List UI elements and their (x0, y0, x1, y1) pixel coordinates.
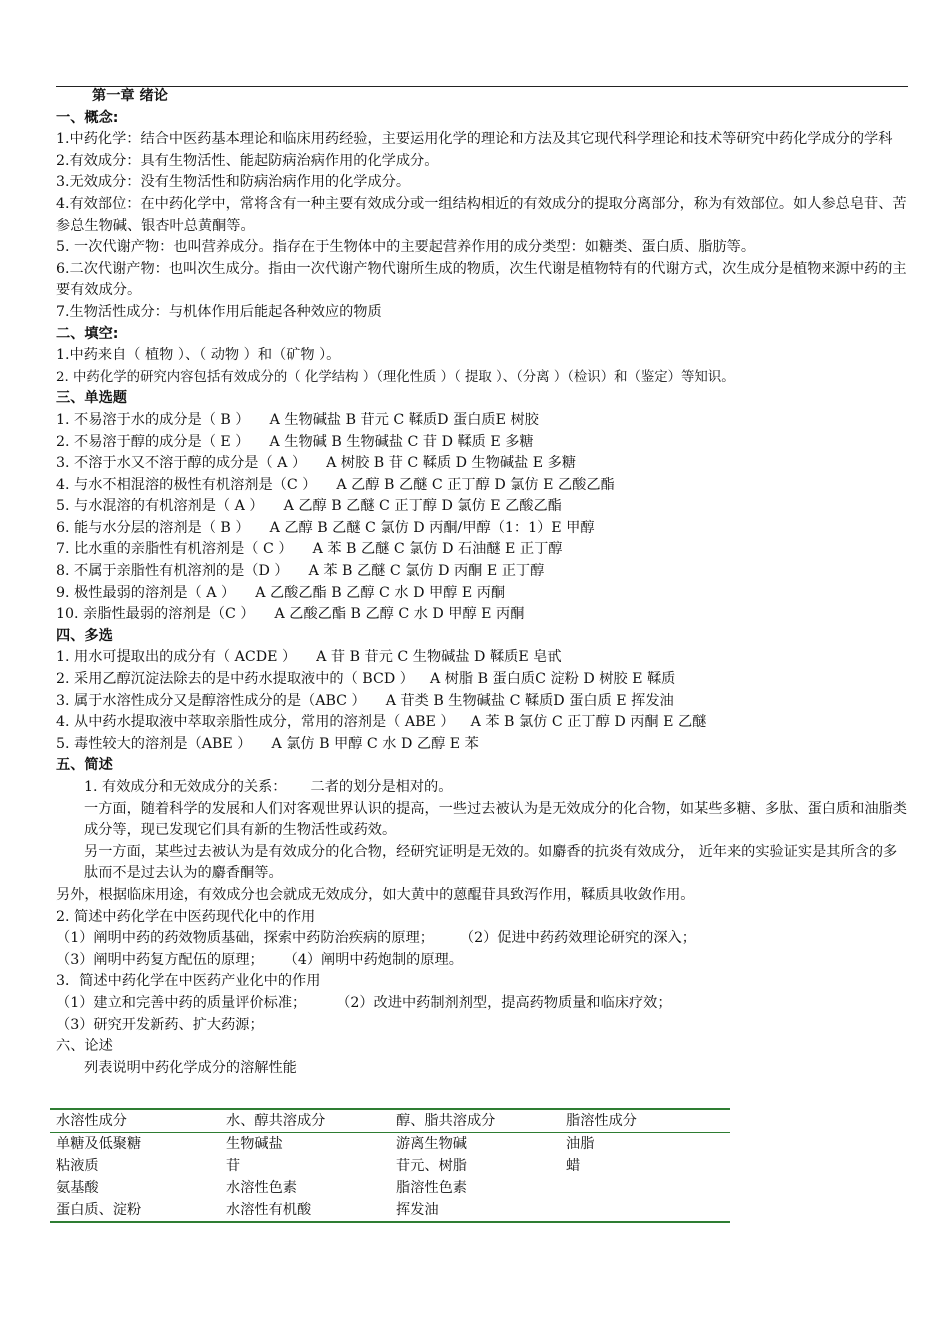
question-options: A 树胶 B 苷 C 鞣质 D 生物碱盐 E 多糖 (326, 455, 577, 472)
section-heading-concepts: 一、概念: (56, 109, 119, 126)
question-text: 2. 采用乙醇沉淀法除去的是中药水提取液中的（ BCD ） (56, 671, 414, 688)
question-text: 3. 属于水溶性成分又是醇溶性成分的是（ABC ） (56, 692, 366, 709)
table-header-cell: 水、醇共溶成分 (220, 1109, 390, 1133)
concept-item: 6.二次代谢产物：也叫次生成分。指由一次代谢产物代谢所生成的物质，次生代谢是植物特有的代谢方式，次生成分是植物来源中药的主要有效成分。 (56, 260, 907, 299)
table-cell: 粘液质 (56, 1158, 99, 1174)
brief-question-3-title: 3．简述中药化学在中医药产业化中的作用 (56, 973, 321, 990)
question-text: 4. 与水不相混溶的极性有机溶剂是（C ） (56, 476, 317, 493)
fill-item: 1.中药来自（ 植物 ）、（ 动物 ）和（矿物 ）。 (56, 347, 341, 364)
solubility-table (50, 1108, 730, 1223)
question-text: 8. 不属于亲脂性有机溶剂的是（D ） (56, 563, 289, 580)
brief-list-row (56, 950, 908, 972)
question-text: 9. 极性最弱的溶剂是（ A ） (56, 584, 236, 601)
question-text: 6. 能与水分层的溶剂是（ B ） (56, 519, 250, 536)
table-header-row (50, 1109, 730, 1133)
brief-question-title: 1. 有效成分和无效成分的关系： (84, 779, 287, 795)
table-row (50, 1177, 730, 1199)
question-row (56, 496, 908, 518)
concept-item: 5. 一次代谢产物：也叫营养成分。指存在于生物体中的主要起营养作用的成分类型：如糖类、蛋白质、脂肪等。 (56, 239, 756, 256)
brief-list-item: （2）促进中药药效理论研究的深入； (459, 930, 696, 947)
brief-question-2-title: 2. 简述中药化学在中医药现代化中的作用 (56, 908, 316, 925)
table-cell: 单糖及低聚糖 (56, 1136, 142, 1152)
brief-list-row (56, 993, 908, 1015)
concept-item: 7.生物活性成分：与机体作用后能起各种效应的物质 (56, 303, 382, 320)
brief-list-item: （1）建立和完善中药的质量评价标准； (56, 994, 307, 1011)
table-cell: 生物碱盐 (226, 1136, 283, 1152)
brief-list-item: （3）阐明中药复方配伍的原理； (56, 951, 264, 968)
question-options: A 苷类 B 生物碱盐 C 鞣质D 蛋白质 E 挥发油 (385, 692, 674, 709)
question-options: A 苯 B 乙醚 C 氯仿 D 丙酮 E 正丁醇 (308, 563, 545, 580)
question-row (56, 561, 908, 583)
brief-list-row (56, 928, 908, 950)
brief-paragraph: 另外，根据临床用途，有效成分也会就成无效成分，如大黄中的蒽醌苷具致泻作用，鞣质具收敛作用。 (56, 886, 695, 903)
brief-list-item: （2）改进中药制剂剂型，提高药物质量和临床疗效； (336, 994, 672, 1011)
question-row (56, 604, 908, 626)
question-options: A 乙醇 B 乙醚 C 氯仿 D 丙酮/甲醇（1：1）E 甲醇 (269, 519, 595, 536)
question-row (56, 410, 908, 432)
fill-item: 2. 中药化学的研究内容包括有效成分的（ 化学结构 ）（理化性质 ）（ 提取 ）、（分离 ）（检识）和（鉴定）等知识。 (56, 369, 735, 385)
table-row (50, 1133, 730, 1156)
question-text: 4. 从中药水提取液中萃取亲脂性成分，常用的溶剂是（ ABE ） (56, 714, 455, 731)
question-text: 10. 亲脂性最弱的溶剂是（C ） (56, 606, 255, 623)
table-header-cell: 醇、脂共溶成分 (390, 1109, 560, 1133)
section-heading-multi-choice: 四、多选 (56, 627, 113, 644)
document-body (56, 86, 908, 1079)
question-text: 1. 不易溶于水的成分是（ B ） (56, 411, 250, 428)
section-heading-essay: 六、论述 (56, 1038, 113, 1055)
table-row (50, 1199, 730, 1222)
single-choice-list (56, 410, 908, 626)
concept-item: 3.无效成分：没有生物活性和防病治病作用的化学成分。 (56, 174, 411, 191)
table-cell: 游离生物碱 (396, 1136, 467, 1152)
table-cell (560, 1177, 730, 1199)
table-cell (560, 1199, 730, 1222)
question-options: A 乙醇 B 乙醚 C 正丁醇 D 氯仿 E 乙酸乙酯 (283, 498, 562, 515)
question-row (56, 518, 908, 540)
question-row (56, 583, 908, 605)
question-options: A 乙酸乙酯 B 乙醇 C 水 D 甲醇 E 丙酮 (255, 584, 506, 601)
section-heading-fill: 二、填空: (56, 325, 119, 342)
table-cell: 苷 (226, 1158, 241, 1174)
brief-paragraph: 另一方面，某些过去被认为是有效成分的化合物，经研究证明是无效的。如麝香的抗炎有效成分， 近年来的实验证实是其所含的多肽而不是过去认为的麝香酮等。 (84, 843, 898, 882)
question-options: A 苷 B 苷元 C 生物碱盐 D 鞣质E 皂甙 (316, 649, 562, 666)
question-row (56, 647, 908, 669)
question-options: A 树脂 B 蛋白质C 淀粉 D 树胶 E 鞣质 (429, 671, 676, 688)
question-options: A 乙酸乙酯 B 乙醇 C 水 D 甲醇 E 丙酮 (274, 606, 525, 623)
table-cell: 水溶性有机酸 (226, 1202, 312, 1218)
section-heading-single-choice: 三、单选题 (56, 390, 127, 407)
essay-subtitle: 列表说明中药化学成分的溶解性能 (84, 1059, 297, 1076)
question-text: 1. 用水可提取出的成分有（ ACDE ） (56, 649, 297, 666)
table-header-cell: 水溶性成分 (50, 1109, 220, 1133)
question-text: 3. 不溶于水又不溶于醇的成分是（ A ） (56, 455, 307, 472)
table-cell: 脂溶性色素 (396, 1180, 467, 1196)
section-heading-brief: 五、简述 (56, 757, 113, 774)
brief-list-item: （3）研究开发新药、扩大药源； (56, 1016, 264, 1033)
question-row (56, 432, 908, 454)
question-row (56, 669, 908, 691)
table-cell: 蛋白质、淀粉 (56, 1202, 142, 1218)
table-cell: 氨基酸 (56, 1180, 99, 1196)
question-options: A 苯 B 氯仿 C 正丁醇 D 丙酮 E 乙醚 (470, 714, 707, 731)
question-options: A 生物碱 B 生物碱盐 C 苷 D 鞣质 E 多糖 (269, 433, 534, 450)
question-options: A 苯 B 乙醚 C 氯仿 D 石油醚 E 正丁醇 (312, 541, 563, 558)
question-options: A 乙醇 B 乙醚 C 正丁醇 D 氯仿 E 乙酸乙酯 (336, 476, 615, 493)
question-options: A 氯仿 B 甲醇 C 水 D 乙醇 E 苯 (271, 735, 479, 752)
table-cell: 蜡 (566, 1158, 581, 1174)
table-cell: 油脂 (566, 1136, 595, 1152)
question-options: A 生物碱盐 B 苷元 C 鞣质D 蛋白质E 树胶 (269, 411, 539, 428)
table-cell: 苷元、树脂 (396, 1158, 467, 1174)
brief-paragraph: 一方面，随着科学的发展和人们对客观世界认识的提高，一些过去被认为是无效成分的化合物，如某些多糖、多肽、蛋白质和油脂类成分等，现已发现它们具有新的生物活性或药效。 (84, 800, 907, 839)
brief-list-item: （1）阐明中药的药效物质基础，探索中药防治疾病的原理； (56, 930, 434, 947)
table-cell: 挥发油 (396, 1202, 439, 1218)
brief-question-1 (56, 777, 908, 799)
multi-choice-list (56, 647, 908, 755)
question-row (56, 691, 908, 713)
question-row (56, 734, 908, 756)
question-row (56, 712, 908, 734)
question-text: 2. 不易溶于醇的成分是（ E ） (56, 433, 250, 450)
question-row (56, 539, 908, 561)
question-row (56, 475, 908, 497)
question-text: 5. 毒性较大的溶剂是（ABE ） (56, 735, 252, 752)
chapter-title: 第一章 绪论 (92, 88, 168, 104)
table-cell: 水溶性色素 (226, 1180, 297, 1196)
brief-list-item: （4）阐明中药炮制的原理。 (283, 951, 463, 968)
question-text: 7. 比水重的亲脂性有机溶剂是（ C ） (56, 541, 293, 558)
concept-item: 4.有效部位：在中药化学中，常将含有一种主要有效成分或一组结构相近的有效成分的提取分离部分，称为有效部位。如人参总皂苷、苦参总生物碱、银杏叶总黄酮等。 (56, 195, 907, 234)
question-text: 5. 与水混溶的有机溶剂是（ A ） (56, 498, 264, 515)
concepts-list (56, 129, 908, 323)
table-row (50, 1155, 730, 1177)
brief-question-answer: 二者的划分是相对的。 (310, 779, 453, 795)
table-header-cell: 脂溶性成分 (560, 1109, 730, 1133)
concept-item: 2.有效成分：具有生物活性、能起防病治病作用的化学成分。 (56, 152, 439, 169)
question-row (56, 453, 908, 475)
concept-item: 1.中药化学：结合中医药基本理论和临床用药经验，主要运用化学的理论和方法及其它现代科学理论和技术等研究中药化学成分的学科 (56, 131, 893, 148)
